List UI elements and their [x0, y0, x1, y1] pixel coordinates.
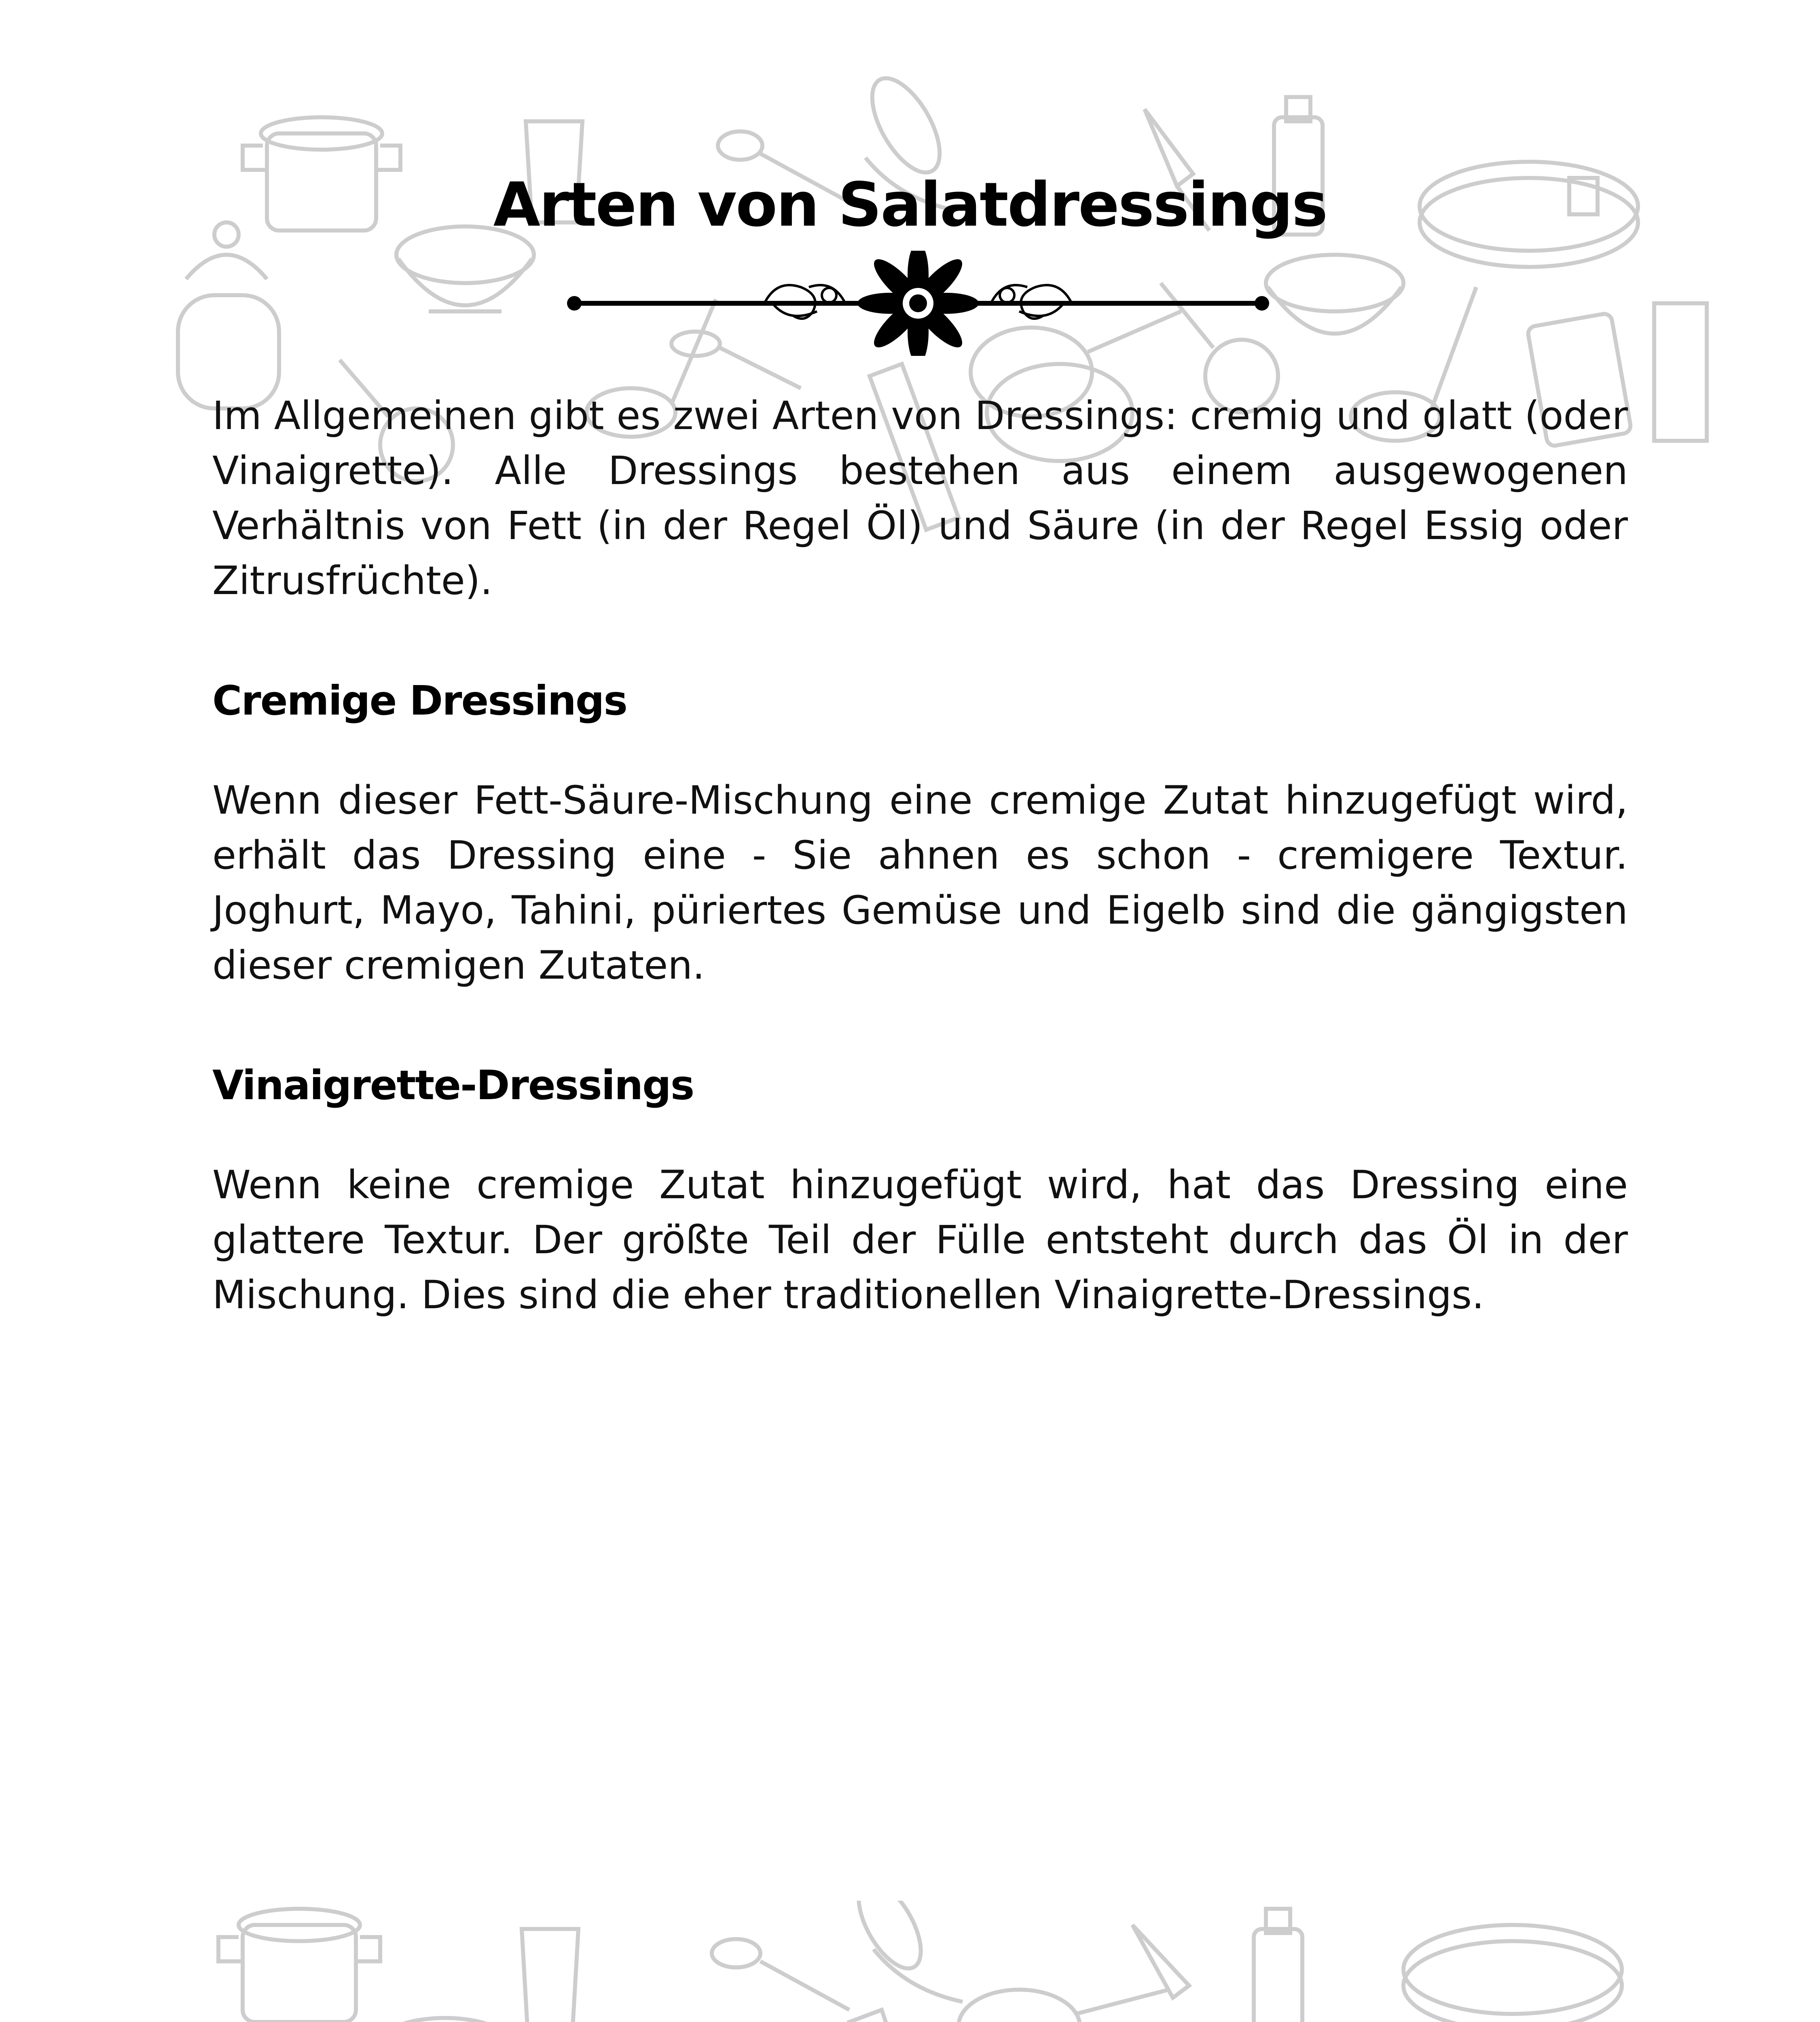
bowl-icon	[376, 2018, 514, 2022]
kitchen-utensils-bottom-decoration	[0, 1901, 1820, 2022]
whisk-icon	[846, 1901, 963, 2002]
document-body	[212, 388, 1628, 1322]
intro-paragraph: Im Allgemeinen gibt es zwei Arten von Dressings: cremig und glatt (oder Vinaigrette). Alle Dressings bestehen aus einem ausgewogenen Verhältnis von Fett (in der Regel Öl) und Säure (in der Regel Essig oder Zitrusfrüchte).	[212, 393, 1628, 603]
flower-divider-icon	[562, 251, 1274, 356]
spoon-icon	[712, 1939, 849, 2010]
bottle-icon	[1254, 1909, 1302, 2022]
section-heading-vinaigrette: Vinaigrette-Dressings	[212, 1062, 694, 1109]
grater-icon	[1654, 303, 1707, 441]
knife-icon	[1132, 1925, 1189, 1998]
pot-icon	[218, 1909, 380, 2022]
section-heading-creamy: Cremige Dressings	[212, 677, 627, 724]
rolling-pin-icon	[849, 2010, 938, 2022]
page-title: Arten von Salatdressings	[493, 170, 1327, 240]
bowl-icon	[1266, 255, 1403, 334]
lidded-pot-icon	[178, 222, 279, 408]
section-text-vinaigrette: Wenn keine cremige Zutat hinzugefügt wird, hat das Dressing eine glattere Textur. Der größte Teil der Fülle entsteht durch das Öl in der Mischung. Dies sind die eher traditionellen Vinaigrette-Dressings.	[212, 1162, 1628, 1318]
glass-icon	[522, 1929, 578, 2022]
baking-ring-icon	[1403, 1925, 1622, 2022]
section-text-creamy: Wenn dieser Fett-Säure-Mischung eine cremige Zutat hinzugefügt wird, erhält das Dressing eine - Sie ahnen es schon - cremigere Textur. Joghurt, Mayo, Tahini, püriertes Gemüse und Eigelb sind die gängigsten dieser cremigen Zutaten.	[212, 778, 1628, 988]
frying-pan-icon	[959, 1990, 1169, 2022]
